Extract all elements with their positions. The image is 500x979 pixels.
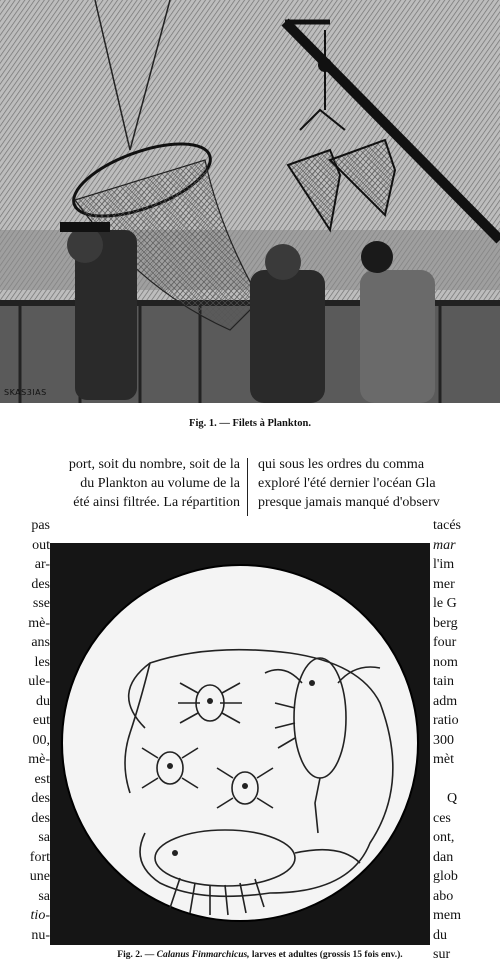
text-line: mèt — [433, 752, 454, 767]
text-line: nom — [433, 654, 458, 670]
text-line: sur — [433, 947, 451, 962]
text-line: ar- — [34, 557, 50, 572]
right-column-top-text — [258, 455, 500, 512]
text-line: sa — [38, 830, 50, 845]
text-line: four — [433, 635, 457, 650]
figure-2-microscope-plate — [50, 543, 430, 945]
left-column-fragments — [0, 516, 50, 945]
caption-prefix: Fig. 2. — — [117, 950, 157, 960]
text-line: qui sous les ordres du comma — [258, 457, 425, 472]
text-line: ont, — [433, 830, 455, 845]
text-line: out — [32, 537, 50, 553]
text-line: été ainsi filtrée. La répartition — [73, 495, 240, 510]
caption-suffix: larves et adultes (grossis 15 fois env.). — [249, 950, 403, 960]
text-line: 300 — [433, 732, 454, 748]
text-line: abo — [433, 888, 454, 904]
text-line: mer — [433, 576, 455, 592]
figure-1-caption: Fig. 1. — Filets à Plankton. — [189, 418, 311, 429]
text-line: ces — [433, 810, 451, 826]
column-divider — [247, 458, 248, 516]
text-line: l'im — [433, 557, 455, 572]
text-line: le G — [433, 596, 457, 611]
text-line: pas — [31, 518, 50, 533]
text-line: mem — [433, 908, 461, 923]
text-line: une — [29, 869, 50, 884]
text-line: des — [31, 791, 50, 806]
text-line: berg — [433, 615, 458, 631]
figure-2-caption — [50, 950, 470, 960]
caption-species: Calanus Finmarchicus, — [156, 950, 250, 960]
text-line: mar — [433, 537, 456, 553]
text-line: ratio — [433, 713, 459, 728]
text-line: presque jamais manqué d'observ — [258, 495, 440, 510]
text-line — [433, 770, 500, 790]
text-line: fort — [29, 849, 50, 865]
text-line-italic — [0, 906, 50, 926]
text-line: les — [34, 654, 50, 670]
text-line: glob — [433, 869, 458, 884]
text-line: nu- — [31, 927, 50, 943]
text-line: ule- — [28, 674, 50, 689]
text-line: des — [31, 576, 50, 592]
text-line: ans — [31, 635, 50, 650]
text-line: adm — [433, 693, 458, 709]
text-line: mè- — [28, 615, 50, 631]
text-line: 00, — [32, 732, 50, 748]
text-line: du Plankton au volume de la — [80, 476, 240, 491]
text-line: mè- — [28, 752, 50, 767]
text-line: exploré l'été dernier l'océan Gla — [258, 476, 436, 491]
text-line: des — [31, 810, 50, 826]
right-column-fragments — [433, 516, 500, 965]
text-line: tio- — [30, 908, 50, 923]
engraver-signature: SKAS3IAS — [4, 388, 47, 397]
left-column-top-text — [0, 455, 240, 512]
text-line: tacés — [433, 518, 461, 533]
text-line: sa — [38, 888, 50, 904]
text-line: du — [433, 927, 447, 943]
text-line: eut — [32, 713, 50, 728]
text-line: du — [36, 693, 50, 709]
figure-1-engraving — [0, 0, 500, 403]
text-line-italic — [433, 536, 500, 556]
text-line: port, soit du nombre, soit de la — [68, 457, 240, 472]
text-line: tain — [433, 674, 454, 689]
text-line: dan — [433, 849, 454, 865]
text-line: Q — [447, 791, 458, 806]
text-line: sse — [32, 596, 50, 611]
text-line: est — [34, 771, 50, 787]
